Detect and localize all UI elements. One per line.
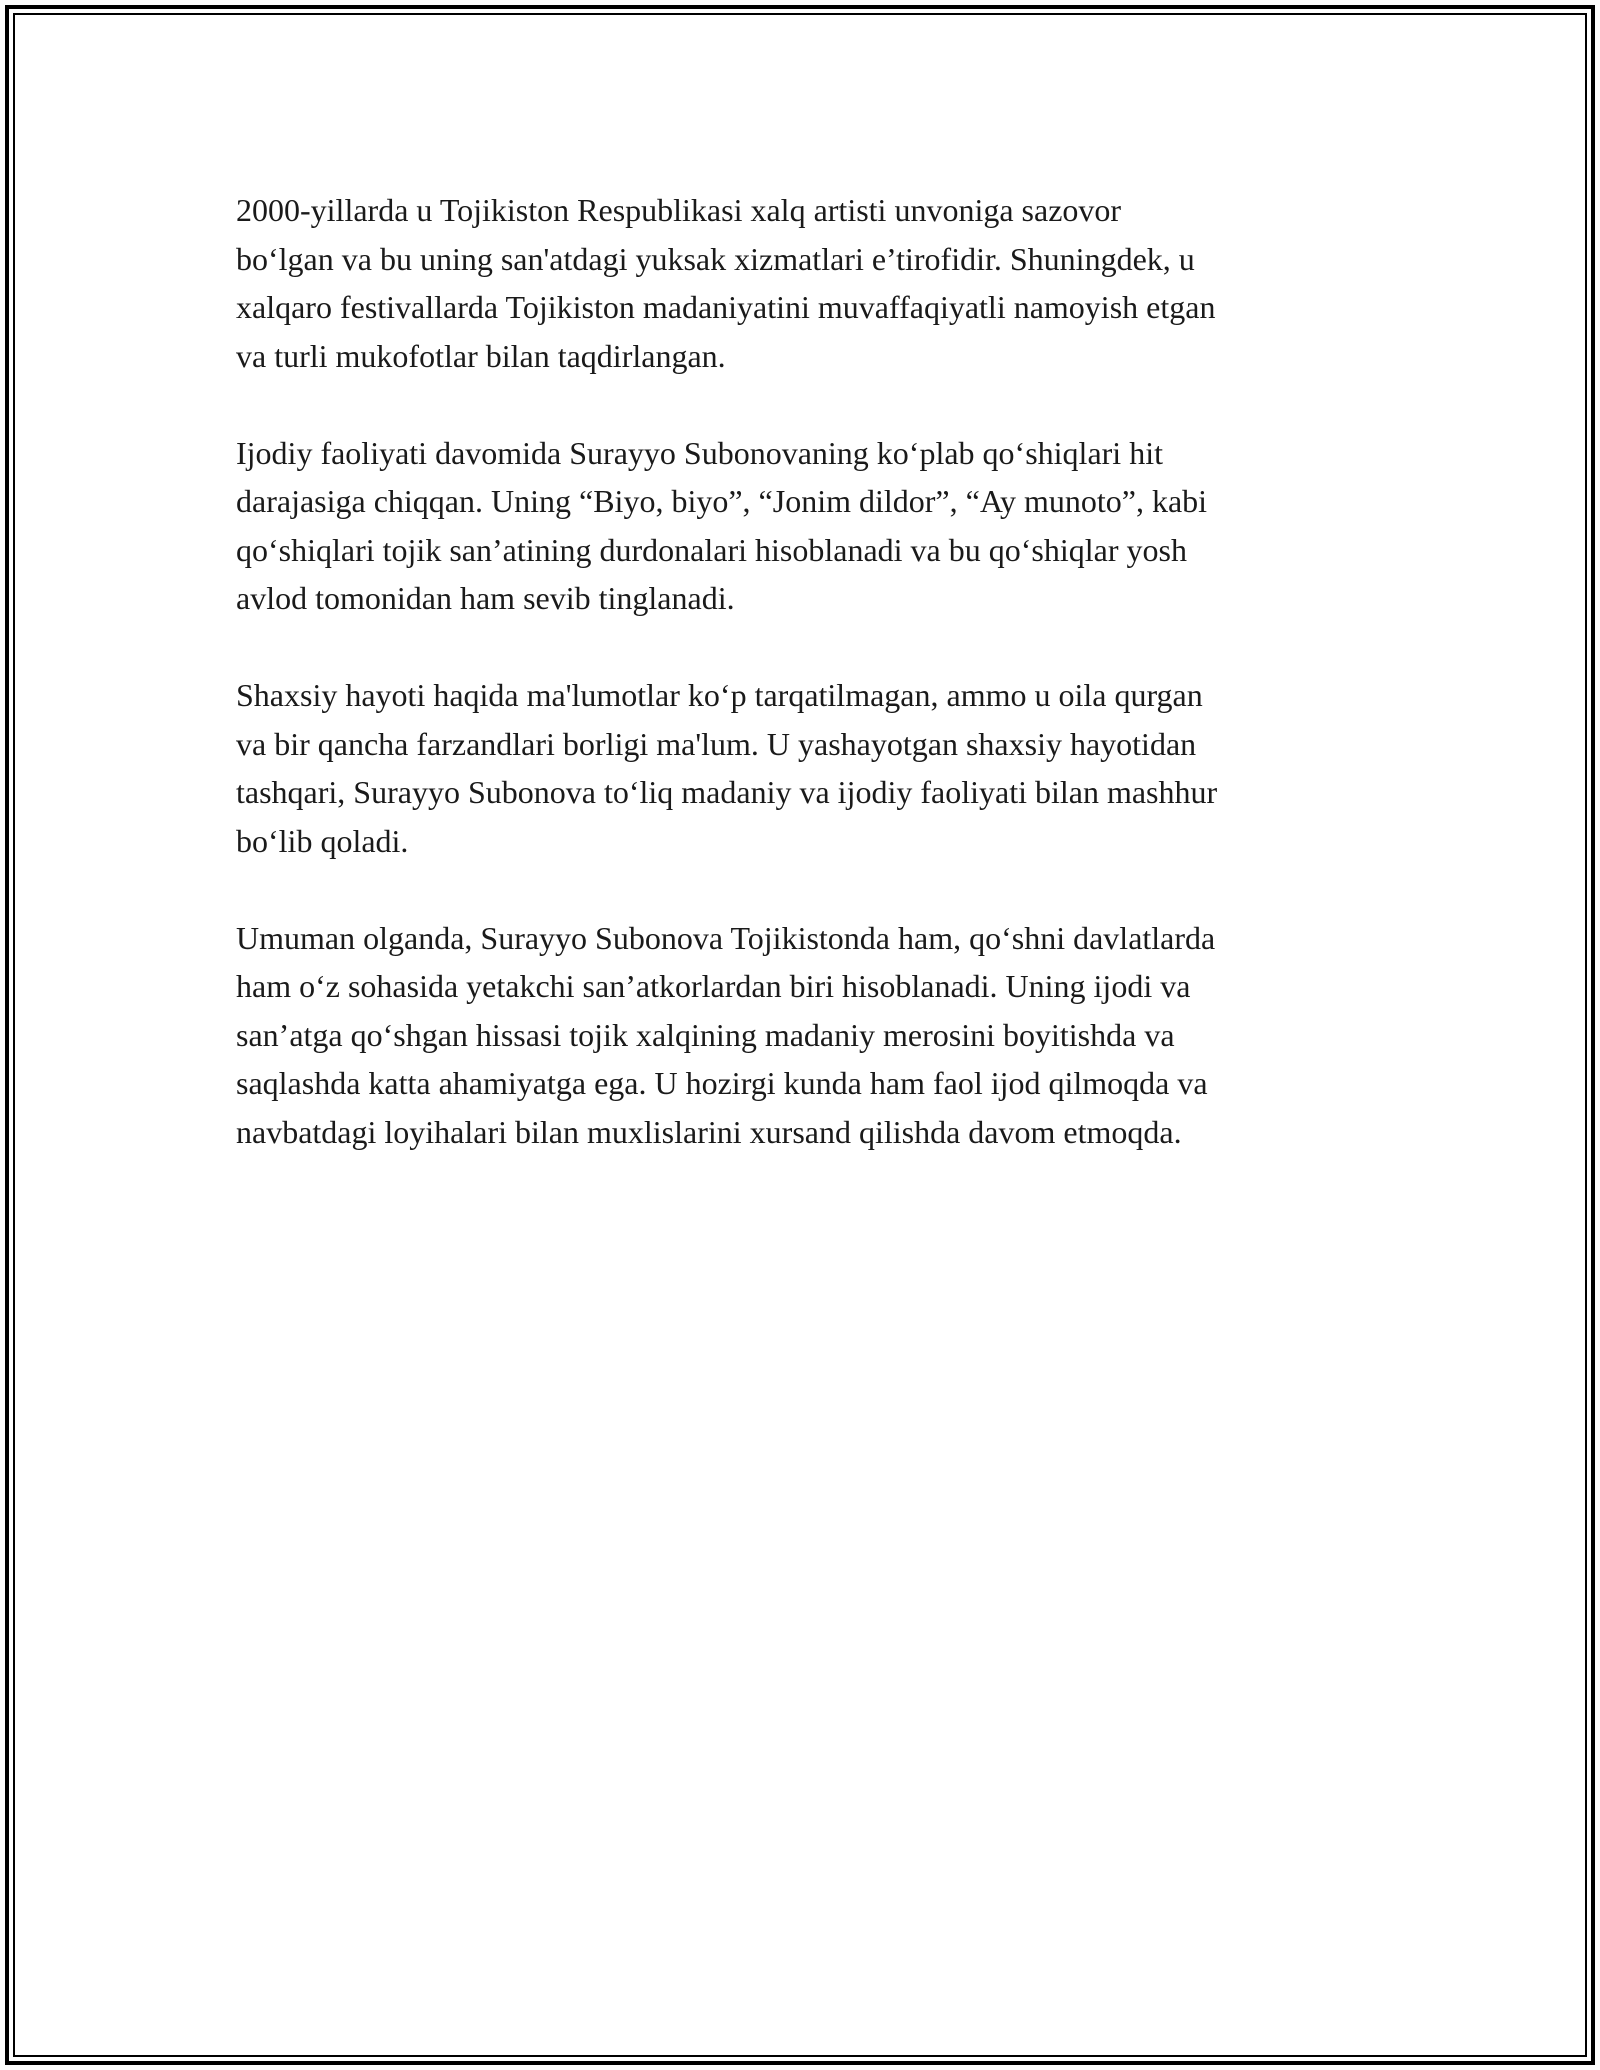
- paragraph: [236, 429, 1376, 623]
- text-line: Ijodiy faoliyati davomida Surayyo Subonovaning ko‘plab qo‘shiqlari hit: [236, 434, 1163, 471]
- text-line: qo‘shiqlari tojik san’atining durdonalari hisoblanadi va bu qo‘shiqlar yosh: [236, 531, 1187, 568]
- paragraph: [236, 186, 1376, 380]
- text-line: avlod tomonidan ham sevib tinglanadi.: [236, 580, 735, 616]
- text-line: Shaxsiy hayoti haqida ma'lumotlar ko‘p tarqatilmagan, ammo u oila qurgan: [236, 677, 1203, 713]
- text-line: Umuman olganda, Surayyo Subonova Tojikistonda ham, qo‘shni davlatlarda: [236, 919, 1216, 956]
- text-line: va bir qancha farzandlari borligi ma'lum. U yashayotgan shaxsiy hayotidan: [236, 725, 1197, 762]
- text-line: saqlashda katta ahamiyatga ega. U hozirgi kunda ham faol ijod qilmoqda va: [236, 1065, 1208, 1101]
- text-line: navbatdagi loyihalari bilan muxlislarini xursand qilishda davom etmoqda.: [236, 1113, 1182, 1150]
- text-line: xalqaro festivallarda Tojikiston madaniyatini muvaffaqiyatli namoyish etgan: [236, 289, 1216, 325]
- paragraph: [236, 914, 1376, 1157]
- text-line: tashqari, Surayyo Subonova to‘liq madaniy va ijodiy faoliyati bilan mashhur: [236, 774, 1218, 810]
- text-line: bo‘lgan va bu uning san'atdagi yuksak xizmatlari e’tirofidir. Shuningdek, u: [236, 240, 1195, 277]
- text-line: bo‘lib qoladi.: [236, 822, 409, 859]
- text-line: va turli mukofotlar bilan taqdirlangan.: [236, 337, 726, 374]
- text-line: ham o‘z sohasida yetakchi san’atkorlardan biri hisoblanadi. Uning ijodi va: [236, 968, 1191, 1004]
- text-line: darajasiga chiqqan. Uning “Biyo, biyo”, “Jonim dildor”, “Ay munoto”, kabi: [236, 483, 1208, 519]
- text-line: san’atga qo‘shgan hissasi tojik xalqining madaniy merosini boyitishda va: [236, 1016, 1175, 1053]
- text-line: 2000-yillarda u Tojikiston Respublikasi xalq artisti unvoniga sazovor: [236, 192, 1122, 228]
- paragraph: [236, 671, 1376, 865]
- document-body: [236, 186, 1376, 1205]
